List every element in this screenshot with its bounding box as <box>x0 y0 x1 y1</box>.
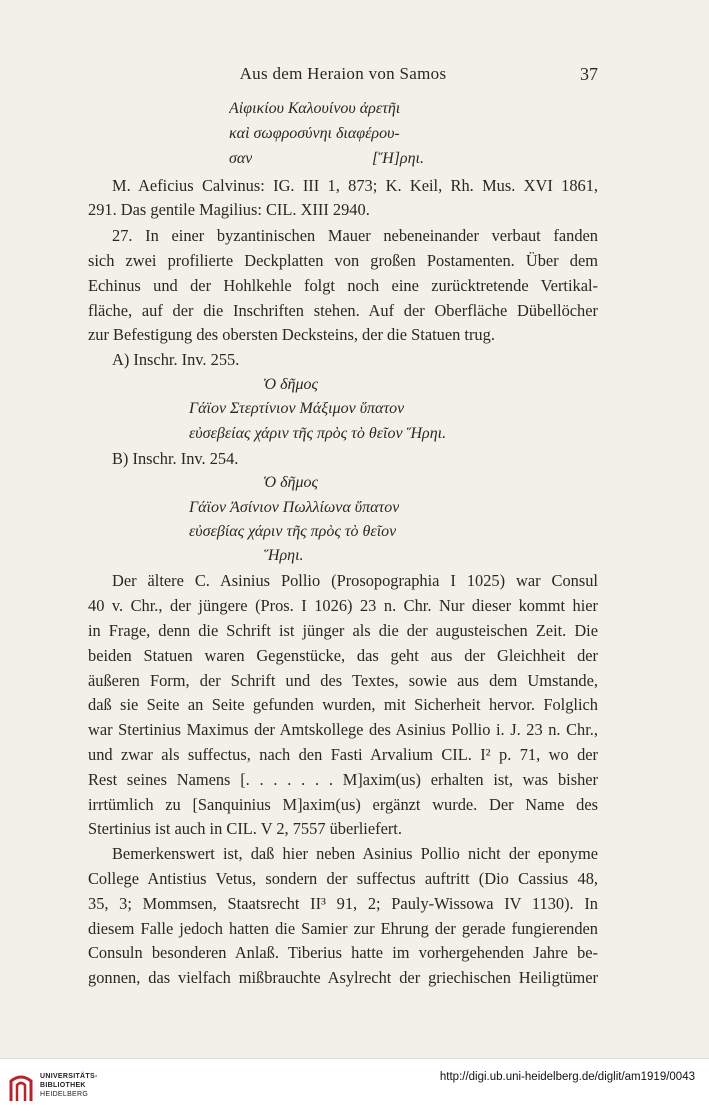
greek-inscription-line: εὐσεβίας χάριν τῆς πρὸς τὸ θεῖον <box>189 523 397 540</box>
paragraph-line: Rest seines Namens [. . . . . . . M]axim(us) erhalten ist, was bisher <box>88 770 598 789</box>
greek-inscription-line: Αἰφικίου Καλουίνου ἀρετῆι <box>229 100 401 117</box>
paragraph-line: Stertinius ist auch in CIL. V 2, 7557 überliefert. <box>88 819 402 838</box>
viewer-footer <box>0 1058 709 1113</box>
paragraph-line: Bemerkenswert ist, daß hier neben Asinius Pollio nicht der eponyme <box>112 844 598 863</box>
greek-inscription-line: εὐσεβείας χάριν τῆς πρὸς τὸ θεῖον Ἥρηι. <box>189 425 447 442</box>
paragraph-line: Consuln besonderen Anlaß. Tiberius hatte im vorhergehenden Jahre be- <box>88 943 598 962</box>
running-title: Aus dem Heraion von Samos <box>239 64 447 83</box>
greek-inscription-line: Ὁ δῆμος <box>263 474 319 491</box>
paragraph-line: M. Aeficius Calvinus: IG. III 1, 873; K. Keil, Rh. Mus. XVI 1861, <box>112 176 598 195</box>
greek-inscription-line: Γάϊον Στερτίνιον Μάξιμον ὕπατον <box>189 400 405 417</box>
paragraph-line: Echinus und der Hohlkehle folgt noch eine zurücktretende Vertikal- <box>88 276 598 295</box>
paragraph-line: fläche, auf der die Inschriften stehen. Auf der Oberfläche Dübellöcher <box>88 301 598 320</box>
paragraph-line: und zwar als suffectus, nach den Fasti Arvalium CIL. I² p. 71, wo der <box>88 745 598 764</box>
paragraph-line: 40 v. Chr., der jüngere (Pros. I 1026) 23 n. Chr. Nur dieser kommt hier <box>88 596 598 615</box>
paragraph-line: war Stertinius Maximus der Amtskollege des Asinius Pollio i. J. 23 n. Chr., <box>88 720 598 739</box>
paragraph-line: sich zwei profilierte Deckplatten von großen Postamenten. Über dem <box>88 251 598 270</box>
paragraph-line: diesem Falle jedoch hatten die Samier zur Ehrung der gerade fungierenden <box>88 919 598 938</box>
paragraph-line: irrtümlich zu [Sanquinius M]axim(us) ergänzt wurde. Der Name des <box>88 795 598 814</box>
section-label: B) Inschr. Inv. 254. <box>112 449 239 468</box>
university-library-logo-icon <box>8 1071 34 1103</box>
library-name-line: UNIVERSITÄTS- <box>40 1073 98 1080</box>
greek-inscription-line: Γάϊον Ἀσίνιον Πωλλίωνα ὕπατον <box>189 499 400 516</box>
paragraph-line: 35, 3; Mommsen, Staatsrecht II³ 91, 2; Pauly-Wissowa IV 1130). In <box>88 894 598 913</box>
paragraph-line: äußeren Form, der Schrift und des Textes, sowie aus dem Umstande, <box>88 671 598 690</box>
greek-inscription-line: καὶ σωφροσύνηι διαφέρου- <box>229 125 400 142</box>
paragraph-line: Der ältere C. Asinius Pollio (Prosopographia I 1025) war Consul <box>112 571 598 590</box>
section-label: A) Inschr. Inv. 255. <box>112 350 240 369</box>
library-name-line: BIBLIOTHEK <box>40 1082 86 1089</box>
library-name <box>40 1072 98 1099</box>
greek-inscription-line: Ὁ δῆμος <box>263 376 319 393</box>
library-name-line: HEIDELBERG <box>40 1091 89 1098</box>
paragraph-line: College Antistius Vetus, sondern der suffectus auftritt (Dio Cassius 48, <box>88 869 598 888</box>
page-header <box>88 64 598 88</box>
paragraph-line: 27. In einer byzantinischen Mauer nebeneinander verbaut fanden <box>112 226 598 245</box>
paragraph-line: gonnen, das vielfach mißbrauchte Asylrecht der griechischen Heiligtümer <box>88 968 598 987</box>
paragraph-line: 291. Das gentile Magilius: CIL. XIII 2940. <box>88 200 370 219</box>
greek-inscription-line: [Ἥ]ρηι. <box>372 150 424 167</box>
paragraph-line: daß sie Seite an Seite gefunden wurden, mit Sicherheit hervor. Folglich <box>88 695 598 714</box>
greek-inscription-line: σαν <box>229 150 253 167</box>
page-number: 37 <box>580 64 598 84</box>
permalink-url[interactable]: http://digi.ub.uni-heidelberg.de/diglit/am1919/0043 <box>439 1071 695 1083</box>
paragraph-line: in Frage, denn die Schrift ist jünger als die der augusteischen Zeit. Die <box>88 621 598 640</box>
paragraph-line: beiden Statuen waren Gegenstücke, das geht aus der Gleichheit der <box>88 646 598 665</box>
paragraph-line: zur Befestigung des obersten Decksteins, der die Statuen trug. <box>88 325 495 344</box>
greek-inscription-line: Ἥρηι. <box>264 547 304 564</box>
